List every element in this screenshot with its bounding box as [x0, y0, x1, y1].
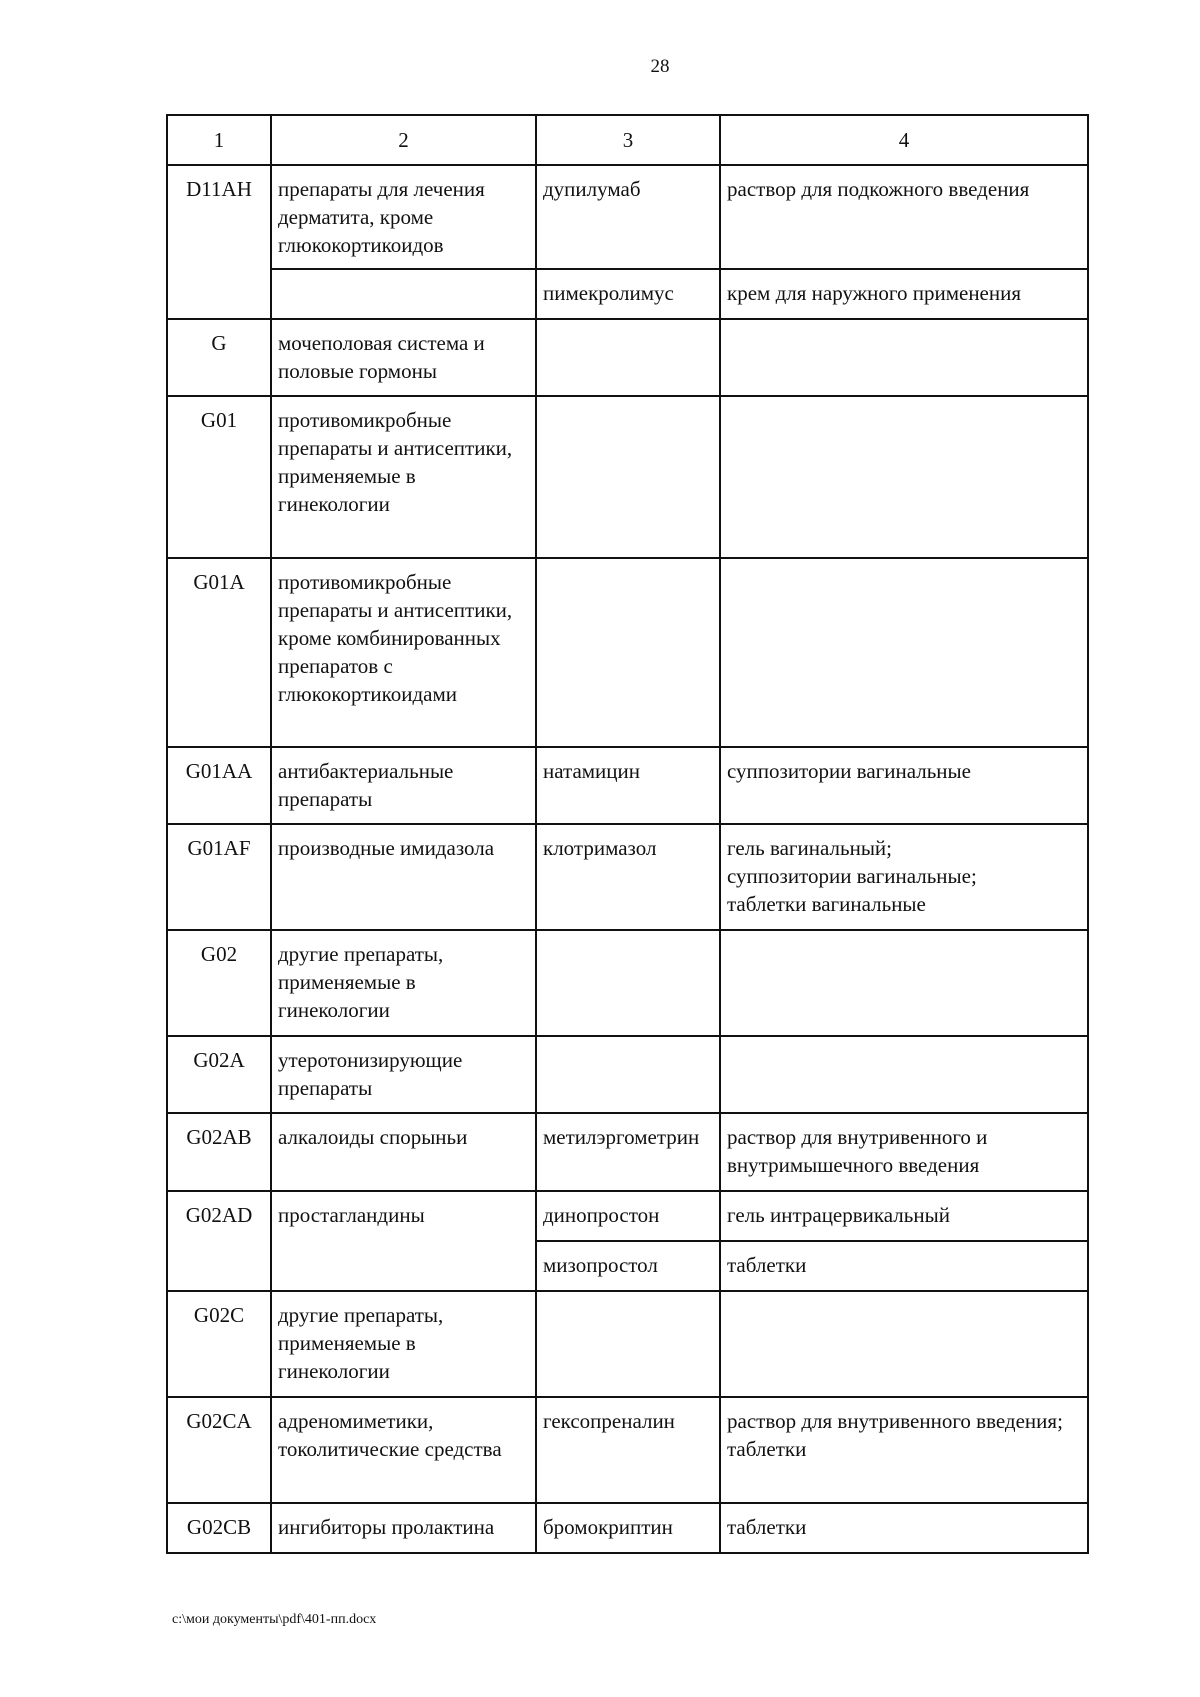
atc-code-cell: G02CA [167, 1397, 271, 1503]
drug-cell [536, 558, 720, 747]
drug-cell: клотримазол [536, 824, 720, 930]
form-cell: крем для наружного применения [720, 269, 1088, 319]
group-cell: утеротонизирующие препараты [271, 1036, 536, 1113]
atc-code-cell: G01AA [167, 747, 271, 824]
header-cell: 3 [536, 115, 720, 165]
group-cell: алкалоиды спорыньи [271, 1113, 536, 1191]
drug-table [166, 114, 1089, 1554]
drug-cell: дупилумаб [536, 165, 720, 269]
form-cell: гель вагинальный; суппозитории вагинальные; таблетки вагинальные [720, 824, 1088, 930]
atc-code-cell: G02 [167, 930, 271, 1036]
atc-code-cell: G01A [167, 558, 271, 747]
group-cell: простагландины [271, 1191, 536, 1291]
drug-cell: натамицин [536, 747, 720, 824]
group-cell: противомикробные препараты и антисептики, применяемые в гинекологии [271, 396, 536, 558]
drug-cell [536, 1291, 720, 1397]
atc-code-cell: G02CB [167, 1503, 271, 1553]
page-number: 28 [650, 56, 670, 77]
drug-cell: гексопреналин [536, 1397, 720, 1503]
table-row [167, 930, 1088, 1036]
header-cell: 4 [720, 115, 1088, 165]
drug-cell: пимекролимус [536, 269, 720, 319]
drug-cell: динопростон [536, 1191, 720, 1241]
drug-cell: мизопростол [536, 1241, 720, 1291]
form-cell [720, 930, 1088, 1036]
table-row [167, 558, 1088, 747]
drug-cell: бромокриптин [536, 1503, 720, 1553]
atc-code-cell: G01AF [167, 824, 271, 930]
atc-code-cell: G [167, 319, 271, 396]
atc-code-cell: G02AD [167, 1191, 271, 1291]
header-cell: 1 [167, 115, 271, 165]
atc-code-cell: D11AH [167, 165, 271, 319]
table-row [167, 396, 1088, 558]
form-cell: таблетки [720, 1241, 1088, 1291]
form-cell [720, 1291, 1088, 1397]
group-cell: другие препараты, применяемые в гинекологии [271, 930, 536, 1036]
form-cell: суппозитории вагинальные [720, 747, 1088, 824]
drug-cell: метилэргометрин [536, 1113, 720, 1191]
group-cell: адреномиметики, токолитические средства [271, 1397, 536, 1503]
header-cell: 2 [271, 115, 536, 165]
form-cell: таблетки [720, 1503, 1088, 1553]
table-row [167, 1397, 1088, 1503]
group-cell: препараты для лечения дерматита, кроме глюкокортикоидов [271, 165, 536, 269]
table-row [167, 824, 1088, 930]
form-cell: раствор для внутривенного введения; таблетки [720, 1397, 1088, 1503]
form-cell: раствор для внутривенного и внутримышечного введения [720, 1113, 1088, 1191]
group-cell: мочеполовая система и половые гормоны [271, 319, 536, 396]
table-row [167, 1191, 1088, 1241]
table-row [167, 1036, 1088, 1113]
table-row [167, 165, 1088, 269]
atc-code-cell: G01 [167, 396, 271, 558]
atc-code-cell: G02A [167, 1036, 271, 1113]
table-row [167, 319, 1088, 396]
group-cell [271, 269, 536, 319]
drug-cell [536, 319, 720, 396]
group-cell: другие препараты, применяемые в гинекологии [271, 1291, 536, 1397]
form-cell: гель интрацервикальный [720, 1191, 1088, 1241]
table-row [167, 1113, 1088, 1191]
group-cell: антибактериальные препараты [271, 747, 536, 824]
table-header-row [167, 115, 1088, 165]
table-row [167, 1503, 1088, 1553]
group-cell: противомикробные препараты и антисептики, кроме комбинированных препаратов с глюкокортикоидами [271, 558, 536, 747]
drug-cell [536, 396, 720, 558]
drug-cell [536, 930, 720, 1036]
form-cell [720, 558, 1088, 747]
form-cell: раствор для подкожного введения [720, 165, 1088, 269]
table-row [167, 747, 1088, 824]
table-row [167, 269, 1088, 319]
form-cell [720, 396, 1088, 558]
group-cell: ингибиторы пролактина [271, 1503, 536, 1553]
group-cell: производные имидазола [271, 824, 536, 930]
table-row [167, 1291, 1088, 1397]
file-path-footer: c:\мои документы\pdf\401-пп.docx [172, 1612, 377, 1627]
form-cell [720, 319, 1088, 396]
atc-code-cell: G02AB [167, 1113, 271, 1191]
drug-cell [536, 1036, 720, 1113]
atc-code-cell: G02C [167, 1291, 271, 1397]
form-cell [720, 1036, 1088, 1113]
